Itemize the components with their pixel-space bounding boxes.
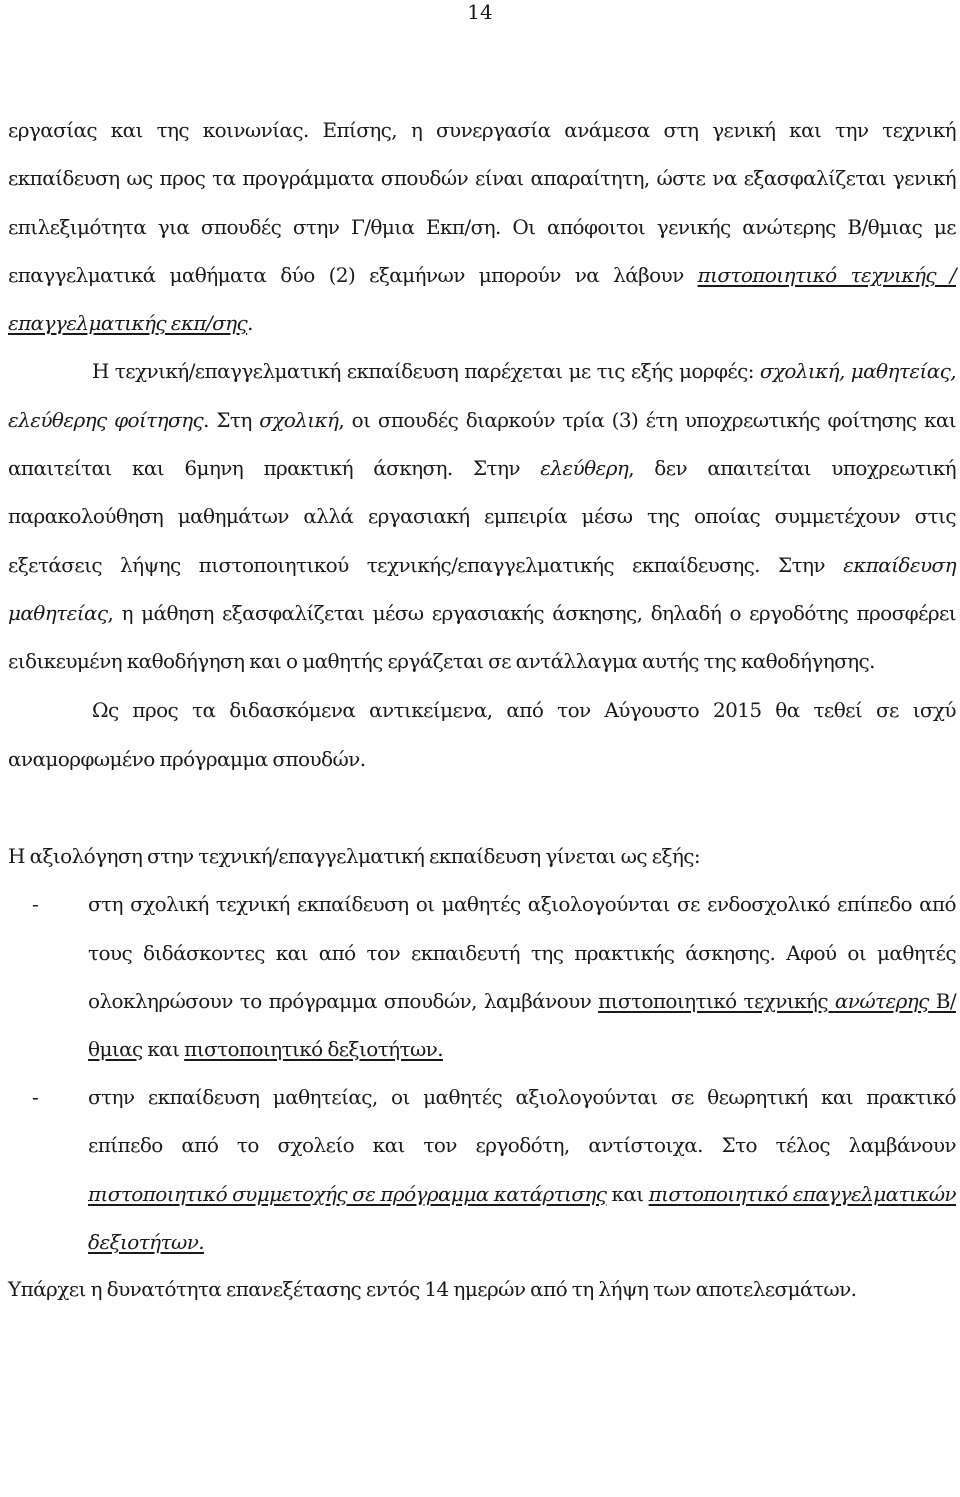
school-italic: σχολική — [259, 407, 339, 432]
document-body — [8, 106, 956, 1313]
text-run: . Στη — [203, 407, 260, 432]
text-run: στην εκπαίδευση μαθητείας, οι μαθητές αξιολογούνται σε θεωρητική και πρακτικό επίπεδο από το σχολείο και τον εργοδότη, αντίστοιχα. Στο τέλος λαμβάνουν — [88, 1085, 956, 1158]
page-number: 14 — [467, 0, 493, 24]
paragraph-collaboration — [8, 106, 956, 347]
text-run: και — [142, 1037, 185, 1062]
text-run: . — [247, 311, 253, 336]
paragraph-forms — [8, 347, 956, 685]
certificate-participation-link: πιστοποιητικό συμμετοχής σε πρόγραμμα κατάρτισης — [88, 1181, 607, 1206]
text-run: ανώτερης — [834, 988, 929, 1013]
text-run: πιστοποιητικό τεχνικής — [598, 988, 835, 1013]
dash-bullet: - — [32, 892, 39, 917]
certificate-professional-skills-link: πιστοποιητικό επαγγελματικών δεξιοτήτων. — [88, 1181, 956, 1254]
forms-italic: σχολική, μαθητείας, ελεύθερης φοίτησης — [8, 359, 956, 432]
apprenticeship-italic: εκπαίδευση μαθητείας — [8, 552, 956, 625]
list-item — [8, 880, 956, 1073]
paragraph-assessment-intro: Η αξιολόγηση στην τεχνική/επαγγελματική εκπαίδευση γίνεται ως εξής: — [8, 844, 700, 869]
paragraph-reexamination: Υπάρχει η δυνατότητα επανεξέτασης εντός 14 ημερών από τη λήψη των αποτελεσμάτων. — [8, 1277, 857, 1302]
dash-bullet: - — [32, 1085, 39, 1110]
text-run: Β/θμιας — [88, 988, 956, 1062]
text-run: , η μάθηση εξασφαλίζεται μέσω εργασιακής άσκησης, δηλαδή ο εργοδότης προσφέρει ειδικευμένη καθοδήγηση και ο μαθητής εργάζεται σε αντάλλαγμα αυτής της καθοδήγησης. — [8, 600, 956, 674]
certificate-vocational-link: πιστοποιητικό τεχνικής /επαγγελματικής εκπ/σης — [8, 262, 956, 336]
certificate-skills-link: πιστοποιητικό δεξιοτήτων. — [184, 1037, 443, 1062]
text-run: , οι σπουδές διαρκούν τρία (3) έτη υποχρεωτικής φοίτησης και απαιτείται και 6μηνη πρακτική άσκηση. Στην — [8, 407, 956, 481]
text-run: στη σχολική τεχνική εκπαίδευση οι μαθητές αξιολογούνται σε ενδοσχολικό επίπεδο από τους διδάσκοντες και από τον εκπαιδευτή της πρακτικής άσκησης. Αφού οι μαθητές ολοκληρώσουν το πρόγραμμα σπουδών, λαμβάνουν — [88, 892, 956, 1013]
spacer — [8, 784, 956, 832]
text-run: , δεν απαιτείται υποχρεωτική παρακολούθηση μαθημάτων αλλά εργασιακή εμπειρία μέσω της οποίας συμμετέχουν στις εξετάσεις λήψης πιστοποιητικού τεχνικής/επαγγελματικής εκπαίδευσης. Στην — [8, 456, 956, 577]
text-run: και — [606, 1181, 649, 1206]
text-run: Η τεχνική/επαγγελματική εκπαίδευση παρέχεται με τις εξής μορφές: — [92, 359, 760, 384]
assessment-list — [8, 880, 956, 1266]
list-item — [8, 1073, 956, 1266]
paragraph-curriculum: Ως προς τα διδασκόμενα αντικείμενα, από τον Αύγουστο 2015 θα τεθεί σε ισχύ αναμορφωμένο πρόγραμμα σπουδών. — [8, 697, 956, 771]
text-run: εργασίας και της κοινωνίας. Επίσης, η συνεργασία ανάμεσα στη γενική και την τεχνική εκπαίδευση ως προς τα προγράμματα σπουδών είναι απαραίτητη, ώστε να εξασφαλίζεται γενική επιλεξιμότητα για σπουδές στην Γ/θμια Εκπ/ση. Οι απόφοιτοι γενικής ανώτερης Β/θμιας με επαγγελματικά μαθήματα δύο (2) εξαμήνων μπορούν να λάβουν — [8, 118, 956, 287]
free-italic: ελεύθερη — [540, 456, 629, 481]
